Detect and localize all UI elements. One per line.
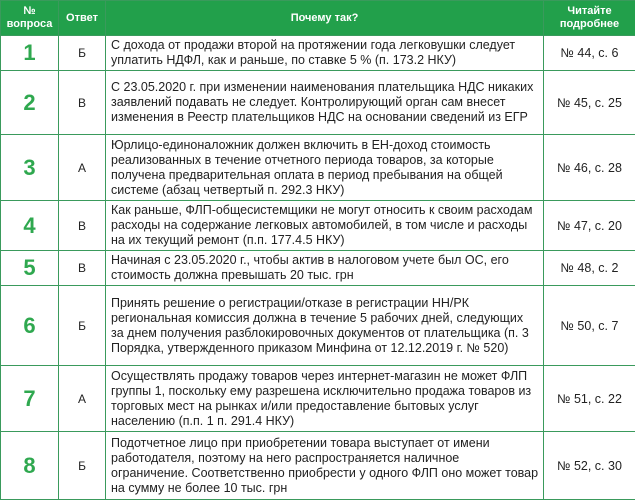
answer-letter: Б	[59, 286, 106, 366]
table-row	[1, 36, 635, 71]
header-read-more: Читайте подробнее	[544, 1, 635, 36]
explanation-text: Начиная с 23.05.2020 г., чтобы актив в налоговом учете был ОС, его стоимость должна превышать 20 тыс. грн	[106, 251, 544, 286]
answer-letter: Б	[59, 432, 106, 500]
question-number: 2	[1, 71, 59, 135]
answer-letter: В	[59, 201, 106, 251]
table-row	[1, 366, 635, 432]
reference-cell: № 52, с. 30	[544, 432, 635, 500]
answer-letter: В	[59, 251, 106, 286]
question-number: 6	[1, 286, 59, 366]
reference-cell: № 45, с. 25	[544, 71, 635, 135]
answer-letter: А	[59, 366, 106, 432]
question-number: 8	[1, 432, 59, 500]
explanation-text: С дохода от продажи второй на протяжении года легковушки следует уплатить НДФЛ, как и раньше, по ставке 5 % (п. 173.2 НКУ)	[106, 36, 544, 71]
reference-cell: № 48, с. 2	[544, 251, 635, 286]
explanation-text: Юрлицо-единоналожник должен включить в ЕН-доход стоимость реализованных в течение отчетного периода товаров, за которые получена предварительная оплата в период пребывания на общей системе (абзац четвертый п. 292.3 НКУ)	[106, 135, 544, 201]
answer-letter: В	[59, 71, 106, 135]
explanation-text: Осуществлять продажу товаров через интернет-магазин не может ФЛП группы 1, поскольку ему разрешена исключительно продажа товаров из торговых мест на рынках и/или предоставление бытовых услуг населению (п.п. 1 п. 291.4 НКУ)	[106, 366, 544, 432]
table-row	[1, 432, 635, 500]
reference-cell: № 44, с. 6	[544, 36, 635, 71]
table-row	[1, 286, 635, 366]
reference-cell: № 50, с. 7	[544, 286, 635, 366]
answer-letter: Б	[59, 36, 106, 71]
explanation-text: Принять решение о регистрации/отказе в регистрации НН/РК региональная комиссия должна в течение 5 рабочих дней, следующих за днем получения разблокировочных документов от плательщика (п. 3 Порядка, утвержденного приказом Минфина от 12.12.2019 г. № 520)	[106, 286, 544, 366]
question-number: 5	[1, 251, 59, 286]
question-number: 7	[1, 366, 59, 432]
reference-cell: № 51, с. 22	[544, 366, 635, 432]
table-row	[1, 251, 635, 286]
header-answer: Ответ	[59, 1, 106, 36]
explanation-text: Как раньше, ФЛП-общесистемщики не могут относить к своим расходам расходы на содержание легковых автомобилей, в том числе и расходы на их текущий ремонт (п.п. 177.4.5 НКУ)	[106, 201, 544, 251]
header-explanation: Почему так?	[106, 1, 544, 36]
header-question-number: № вопроса	[1, 1, 59, 36]
reference-cell: № 46, с. 28	[544, 135, 635, 201]
question-number: 3	[1, 135, 59, 201]
reference-cell: № 47, с. 20	[544, 201, 635, 251]
table-row	[1, 71, 635, 135]
table-row	[1, 201, 635, 251]
explanation-text: Подотчетное лицо при приобретении товара выступает от имени работодателя, поэтому на него распространяется наличное ограничение. Соответственно приобрести у одного ФЛП оно может товар на сумму не более 10 тыс. грн	[106, 432, 544, 500]
answer-letter: А	[59, 135, 106, 201]
header-row	[1, 1, 635, 36]
question-number: 1	[1, 36, 59, 71]
question-number: 4	[1, 201, 59, 251]
table-row	[1, 135, 635, 201]
explanation-text: С 23.05.2020 г. при изменении наименования плательщика НДС никаких заявлений подавать не следует. Контролирующий орган сам внесет изменения в Реестр плательщиков НДС на основании сведений из ЕГР	[106, 71, 544, 135]
